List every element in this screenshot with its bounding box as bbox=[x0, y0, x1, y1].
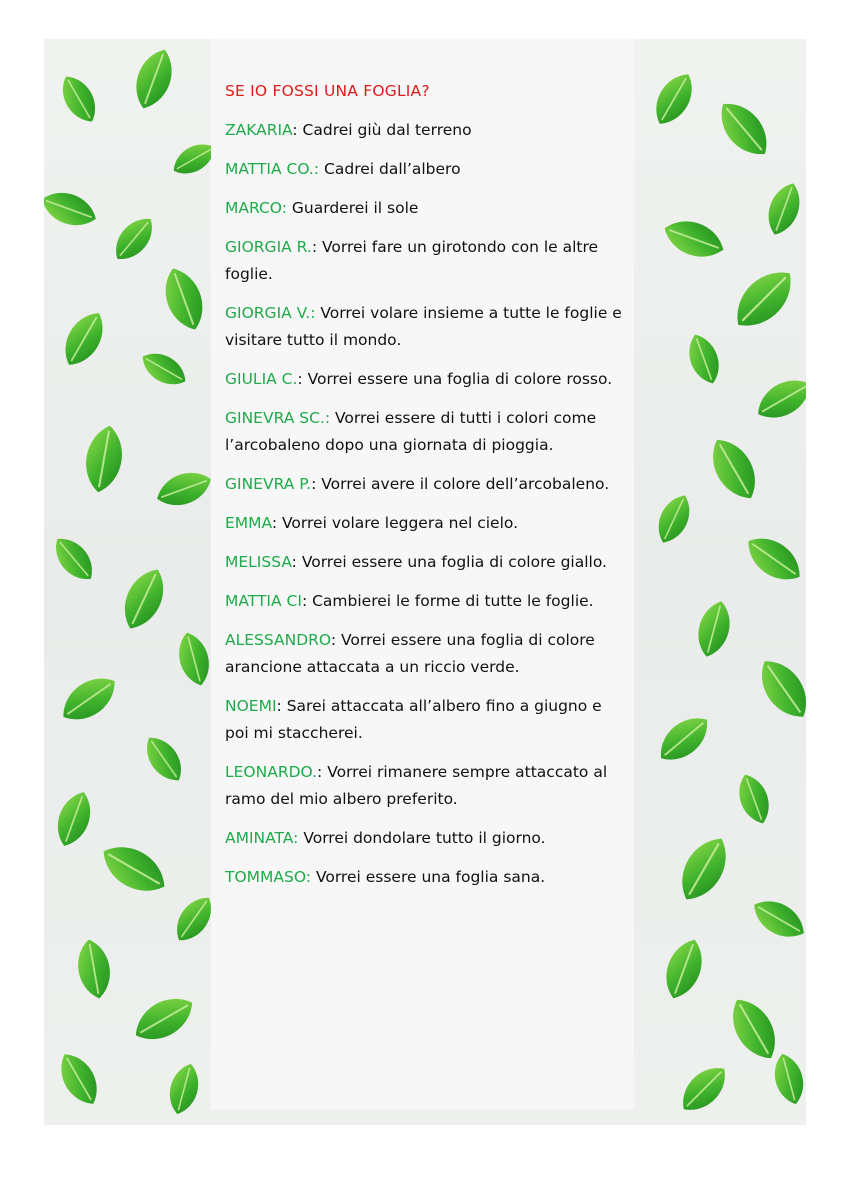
entry-item bbox=[225, 195, 625, 222]
entry-item bbox=[225, 471, 625, 498]
entry-item bbox=[225, 366, 625, 393]
student-name: AMINATA: bbox=[225, 829, 299, 847]
separator: : bbox=[311, 238, 322, 256]
student-answer: Vorrei essere una foglia di colore rosso. bbox=[307, 370, 613, 388]
student-name: MATTIA CI bbox=[225, 592, 302, 610]
student-name: GIORGIA V.: bbox=[225, 304, 316, 322]
leaf-shape bbox=[651, 490, 697, 549]
student-name: LEONARDO. bbox=[225, 763, 318, 781]
leaf-shape bbox=[702, 431, 766, 507]
entry-item bbox=[225, 588, 625, 615]
entry-item bbox=[225, 864, 625, 891]
leaf-shape bbox=[725, 260, 803, 338]
leaf-shape bbox=[74, 937, 115, 1001]
leaf-shape bbox=[107, 210, 161, 267]
leaf-shape bbox=[115, 562, 173, 635]
student-answer: Vorrei rimanere sempre attaccato al ramo del mio albero preferito. bbox=[225, 763, 608, 808]
entry-item bbox=[225, 627, 625, 681]
student-name: MATTIA CO.: bbox=[225, 160, 320, 178]
leaf-shape bbox=[747, 892, 806, 946]
leaf-shape bbox=[659, 213, 729, 265]
student-answer: Vorrei fare un girotondo con le altre foglie. bbox=[225, 238, 599, 283]
leaf-shape bbox=[94, 836, 173, 903]
leaf-shape bbox=[127, 988, 200, 1050]
leaf-shape bbox=[761, 178, 806, 239]
separator: : bbox=[271, 514, 283, 532]
separator: : bbox=[291, 553, 302, 571]
student-name: GINEVRA SC.: bbox=[225, 409, 331, 427]
leaf-shape bbox=[173, 629, 215, 689]
student-answer: Vorrei volare insieme a tutte le foglie e visitare tutto il mondo. bbox=[225, 304, 622, 349]
leaf-shape bbox=[739, 528, 806, 590]
leaf-shape bbox=[692, 598, 735, 661]
leaf-shape bbox=[647, 67, 701, 131]
leaf-shape bbox=[52, 1047, 106, 1111]
leaf-shape bbox=[81, 423, 127, 496]
entry-item bbox=[225, 405, 625, 459]
leaf-shape bbox=[658, 934, 710, 1004]
student-answer: Cadrei dall’albero bbox=[324, 160, 461, 178]
leaf-shape bbox=[54, 668, 124, 730]
leaf-shape bbox=[54, 70, 103, 129]
student-answer: Vorrei essere una foglia di colore arancione attaccata a un riccio verde. bbox=[225, 631, 595, 676]
entry-item bbox=[225, 117, 625, 144]
student-answer: Vorrei essere di tutti i colori come l’arcobaleno dopo una giornata di pioggia. bbox=[225, 409, 597, 454]
leaf-shape bbox=[136, 346, 192, 393]
student-name: ALESSANDRO bbox=[225, 631, 331, 649]
student-answer: Vorrei essere una foglia sana. bbox=[315, 868, 546, 886]
student-name: ZAKARIA bbox=[225, 121, 293, 139]
entry-item bbox=[225, 759, 625, 813]
leaf-shape bbox=[128, 44, 180, 114]
separator: : bbox=[297, 370, 308, 388]
entry-item bbox=[225, 510, 625, 537]
leaf-shape bbox=[157, 263, 211, 336]
student-answer: Vorrei dondolare tutto il giorno. bbox=[303, 829, 546, 847]
student-name: GIORGIA R. bbox=[225, 238, 312, 256]
leaf-shape bbox=[47, 530, 101, 587]
separator: : bbox=[330, 631, 341, 649]
student-answer: Sarei attaccata all’albero fino a giugno e poi mi staccherei. bbox=[225, 697, 602, 742]
entry-item bbox=[225, 234, 625, 288]
separator: : bbox=[276, 697, 287, 715]
entry-item bbox=[225, 549, 625, 576]
leaf-shape bbox=[710, 93, 778, 164]
student-answer: Vorrei essere una foglia di colore giallo. bbox=[301, 553, 607, 571]
leaf-shape bbox=[50, 787, 97, 851]
leaf-shape bbox=[671, 829, 738, 908]
leaf-shape bbox=[722, 991, 786, 1067]
entry-item bbox=[225, 300, 625, 354]
leaf-shape bbox=[750, 371, 806, 428]
entry-item bbox=[225, 825, 625, 852]
student-name: TOMMASO: bbox=[225, 868, 312, 886]
leaf-shape bbox=[750, 651, 806, 727]
leaf-shape bbox=[44, 185, 101, 232]
leaf-shape bbox=[682, 330, 725, 388]
entry-item bbox=[225, 156, 625, 183]
leaf-shape bbox=[651, 708, 717, 770]
leaf-shape bbox=[673, 1058, 734, 1119]
student-name: NOEMI bbox=[225, 697, 277, 715]
entry-item bbox=[225, 693, 625, 747]
student-answer: Vorrei avere il colore dell’arcobaleno. bbox=[321, 475, 610, 493]
separator: : bbox=[317, 763, 328, 781]
separator: : bbox=[301, 592, 313, 610]
student-answer: Cadrei giù dal terreno bbox=[302, 121, 472, 139]
leaf-shape bbox=[152, 465, 216, 512]
student-answer: Vorrei volare leggera nel cielo. bbox=[282, 514, 519, 532]
leaf-shape bbox=[56, 305, 113, 372]
page-title: SE IO FOSSI UNA FOGLIA? bbox=[225, 82, 430, 100]
student-name: GIULIA C. bbox=[225, 370, 298, 388]
student-name: MARCO: bbox=[225, 199, 287, 217]
student-name: GINEVRA P. bbox=[225, 475, 312, 493]
leaf-shape bbox=[138, 730, 190, 788]
student-answer: Cambierei le forme di tutte le foglie. bbox=[312, 592, 594, 610]
leaf-shape bbox=[164, 1060, 204, 1117]
separator: : bbox=[292, 121, 303, 139]
separator: : bbox=[311, 475, 322, 493]
entries-list bbox=[225, 117, 625, 891]
leaf-shape bbox=[732, 770, 775, 828]
student-name: EMMA bbox=[225, 514, 272, 532]
student-name: MELISSA bbox=[225, 553, 292, 571]
document-content bbox=[225, 78, 625, 903]
leaf-shape bbox=[769, 1050, 806, 1107]
student-answer: Guarderei il sole bbox=[291, 199, 419, 217]
